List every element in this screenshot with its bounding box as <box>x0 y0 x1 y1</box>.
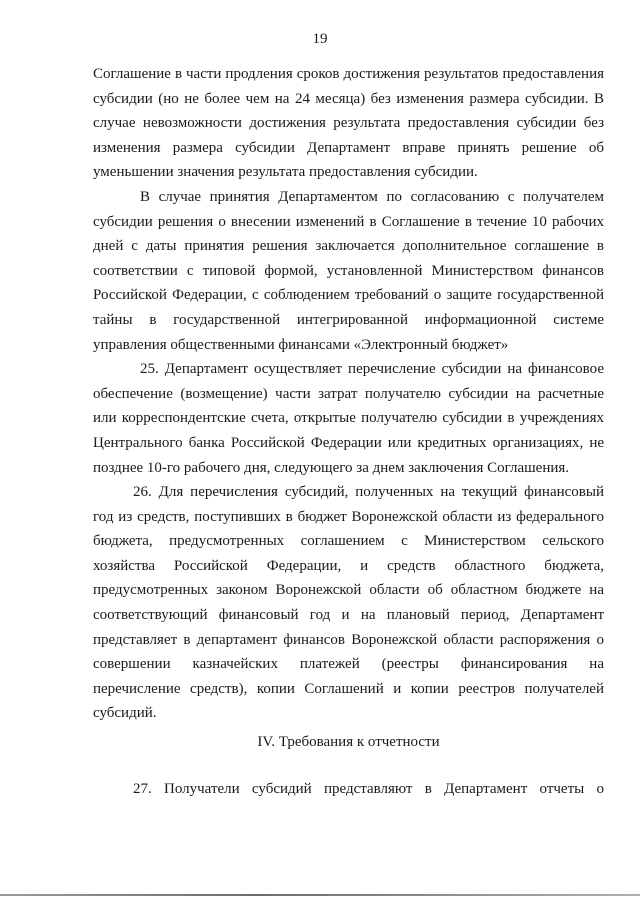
paragraph-amendment: В случае принятия Департаментом по согласованию с получателем субсидии решения о внесении изменений в Соглашение в течение 10 рабочих дней с даты принятия решения заключается дополнительное соглашение в соответствии с типовой формой, установленной Министерством финансов Российской Федерации, с соблюдением требований о защите государственной тайны в государственной интегрированной информационной системе управления общественными финансами «Электронный бюджет» <box>93 188 604 353</box>
section-heading: IV. Требования к отчетности <box>257 734 440 751</box>
page-number: 19 <box>312 31 328 47</box>
paragraph-25: 25. Департамент осуществляет перечисление субсидии на финансовое обеспечение (возмещение) части затрат получателю субсидии на расчетные или корреспондентские счета, открытые получателю субсидии в учреждениях Центрального банка Российской Федерации или кредитных организациях, не позднее 10-го рабочего дня, следующего за днем заключения Соглашения. <box>93 361 604 476</box>
paragraph-continuation: Соглашение в части продления сроков достижения результатов предоставления субсидии (но не более чем на 24 месяца) без изменения размера субсидии. В случае невозможности достижения результата предоставления субсидии без изменения размера субсидии Департамент вправе принять решение об уменьшении значения результата предоставления субсидии. <box>93 66 604 181</box>
paragraph-27: 27. Получатели субсидий представляют в Департамент отчеты о <box>133 780 604 797</box>
scan-edge-divider <box>0 894 640 896</box>
document-body <box>93 62 604 801</box>
paragraph-26: 26. Для перечисления субсидий, полученных на текущий финансовый год из средств, поступивших в бюджет Воронежской области из федерального бюджета, предусмотренных соглашением с Министерством сельского хозяйства Российской Федерации, и средств областного бюджета, предусмотренных законом Воронежской области об областном бюджете на соответствующий финансовый год и на плановый период, Департамент представляет в департамент финансов Воронежской области распоряжения о совершении казначейских платежей (реестры финансирования на перечисление средств), копии Соглашений и копии реестров получателей субсидий. <box>93 484 604 722</box>
